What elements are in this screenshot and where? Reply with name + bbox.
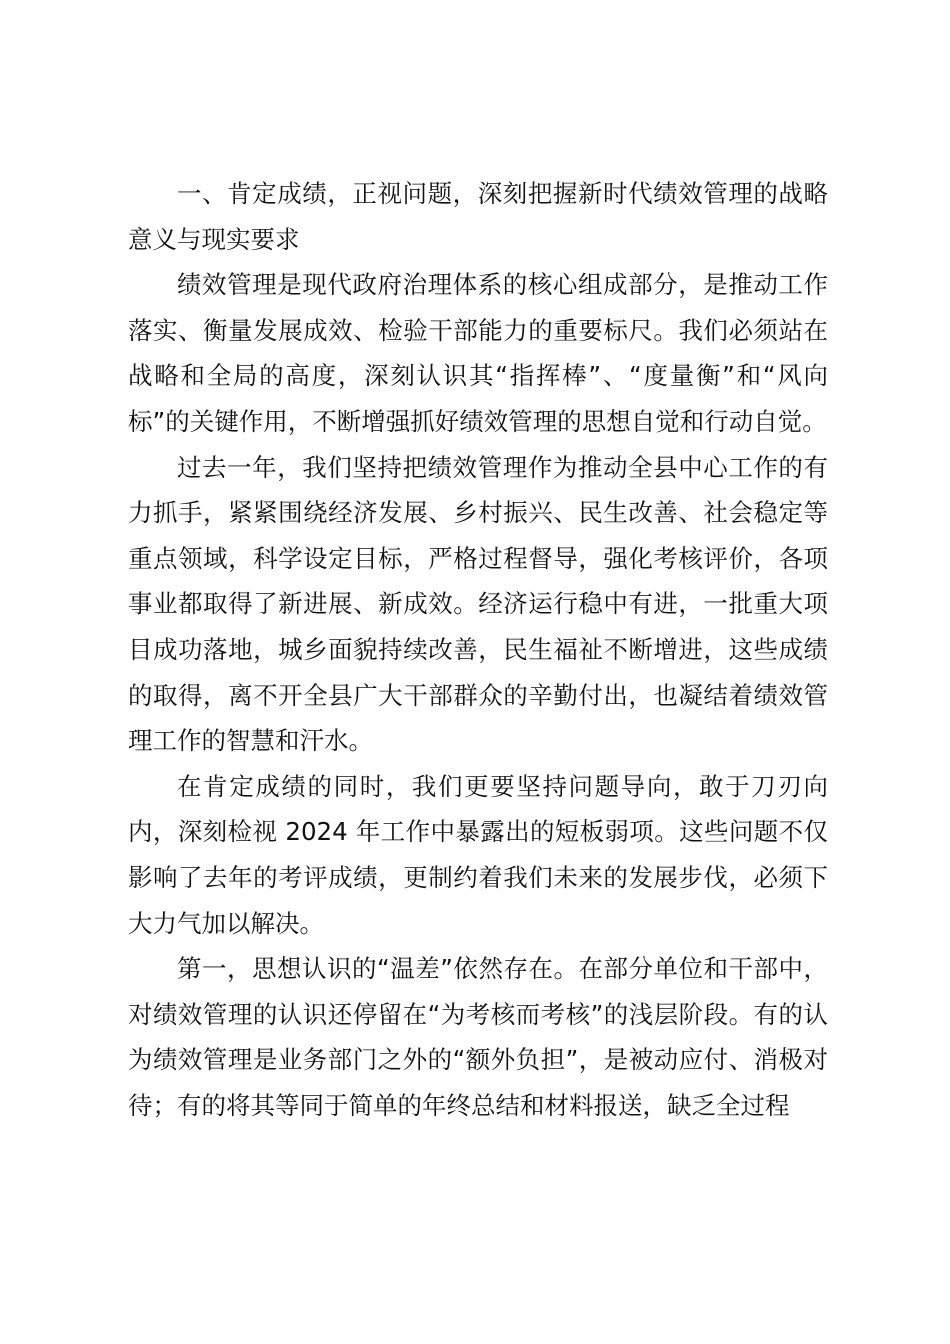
- paragraph: 第一，思想认识的“温差”依然存在。在部分单位和干部中，对绩效管理的认识还停留在“为考核而考核”的浅层阶段。有的认为绩效管理是业务部门之外的“额外负担”，是被动应付、消极对待；有的将其等同于简单的年终总结和材料报送，缺乏全过程: [128, 954, 828, 1120]
- document-body: [128, 171, 828, 1128]
- paragraph: 绩效管理是现代政府治理体系的核心组成部分，是推动工作落实、衡量发展成效、检验干部能力的重要标尺。我们必须站在战略和全局的高度，深刻认识其“指挥棒”、“度量衡”和“风向标”的关键作用，不断增强抓好绩效管理的思想自觉和行动自觉。: [128, 270, 828, 436]
- paragraph: 过去一年，我们坚持把绩效管理作为推动全县中心工作的有力抓手，紧紧围绕经济发展、乡村振兴、民生改善、社会稳定等重点领域，科学设定目标，严格过程督导，强化考核评价，各项事业都取得了新进展、新成效。经济运行稳中有进，一批重大项目成功落地，城乡面貌持续改善，民生福祉不断增进，这些成绩的取得，离不开全县广大干部群众的辛勤付出，也凝结着绩效管理工作的智慧和汗水。: [128, 452, 828, 756]
- paragraph: 在肯定成绩的同时，我们更要坚持问题导向，敢于刀刃向内，深刻检视 2024 年工作中暴露出的短板弱项。这些问题不仅影响了去年的考评成绩，更制约着我们未来的发展步伐，必须下大力气加以解决。: [128, 771, 828, 938]
- section-heading: 一、肯定成绩，正视问题，深刻把握新时代绩效管理的战略意义与现实要求: [128, 179, 828, 254]
